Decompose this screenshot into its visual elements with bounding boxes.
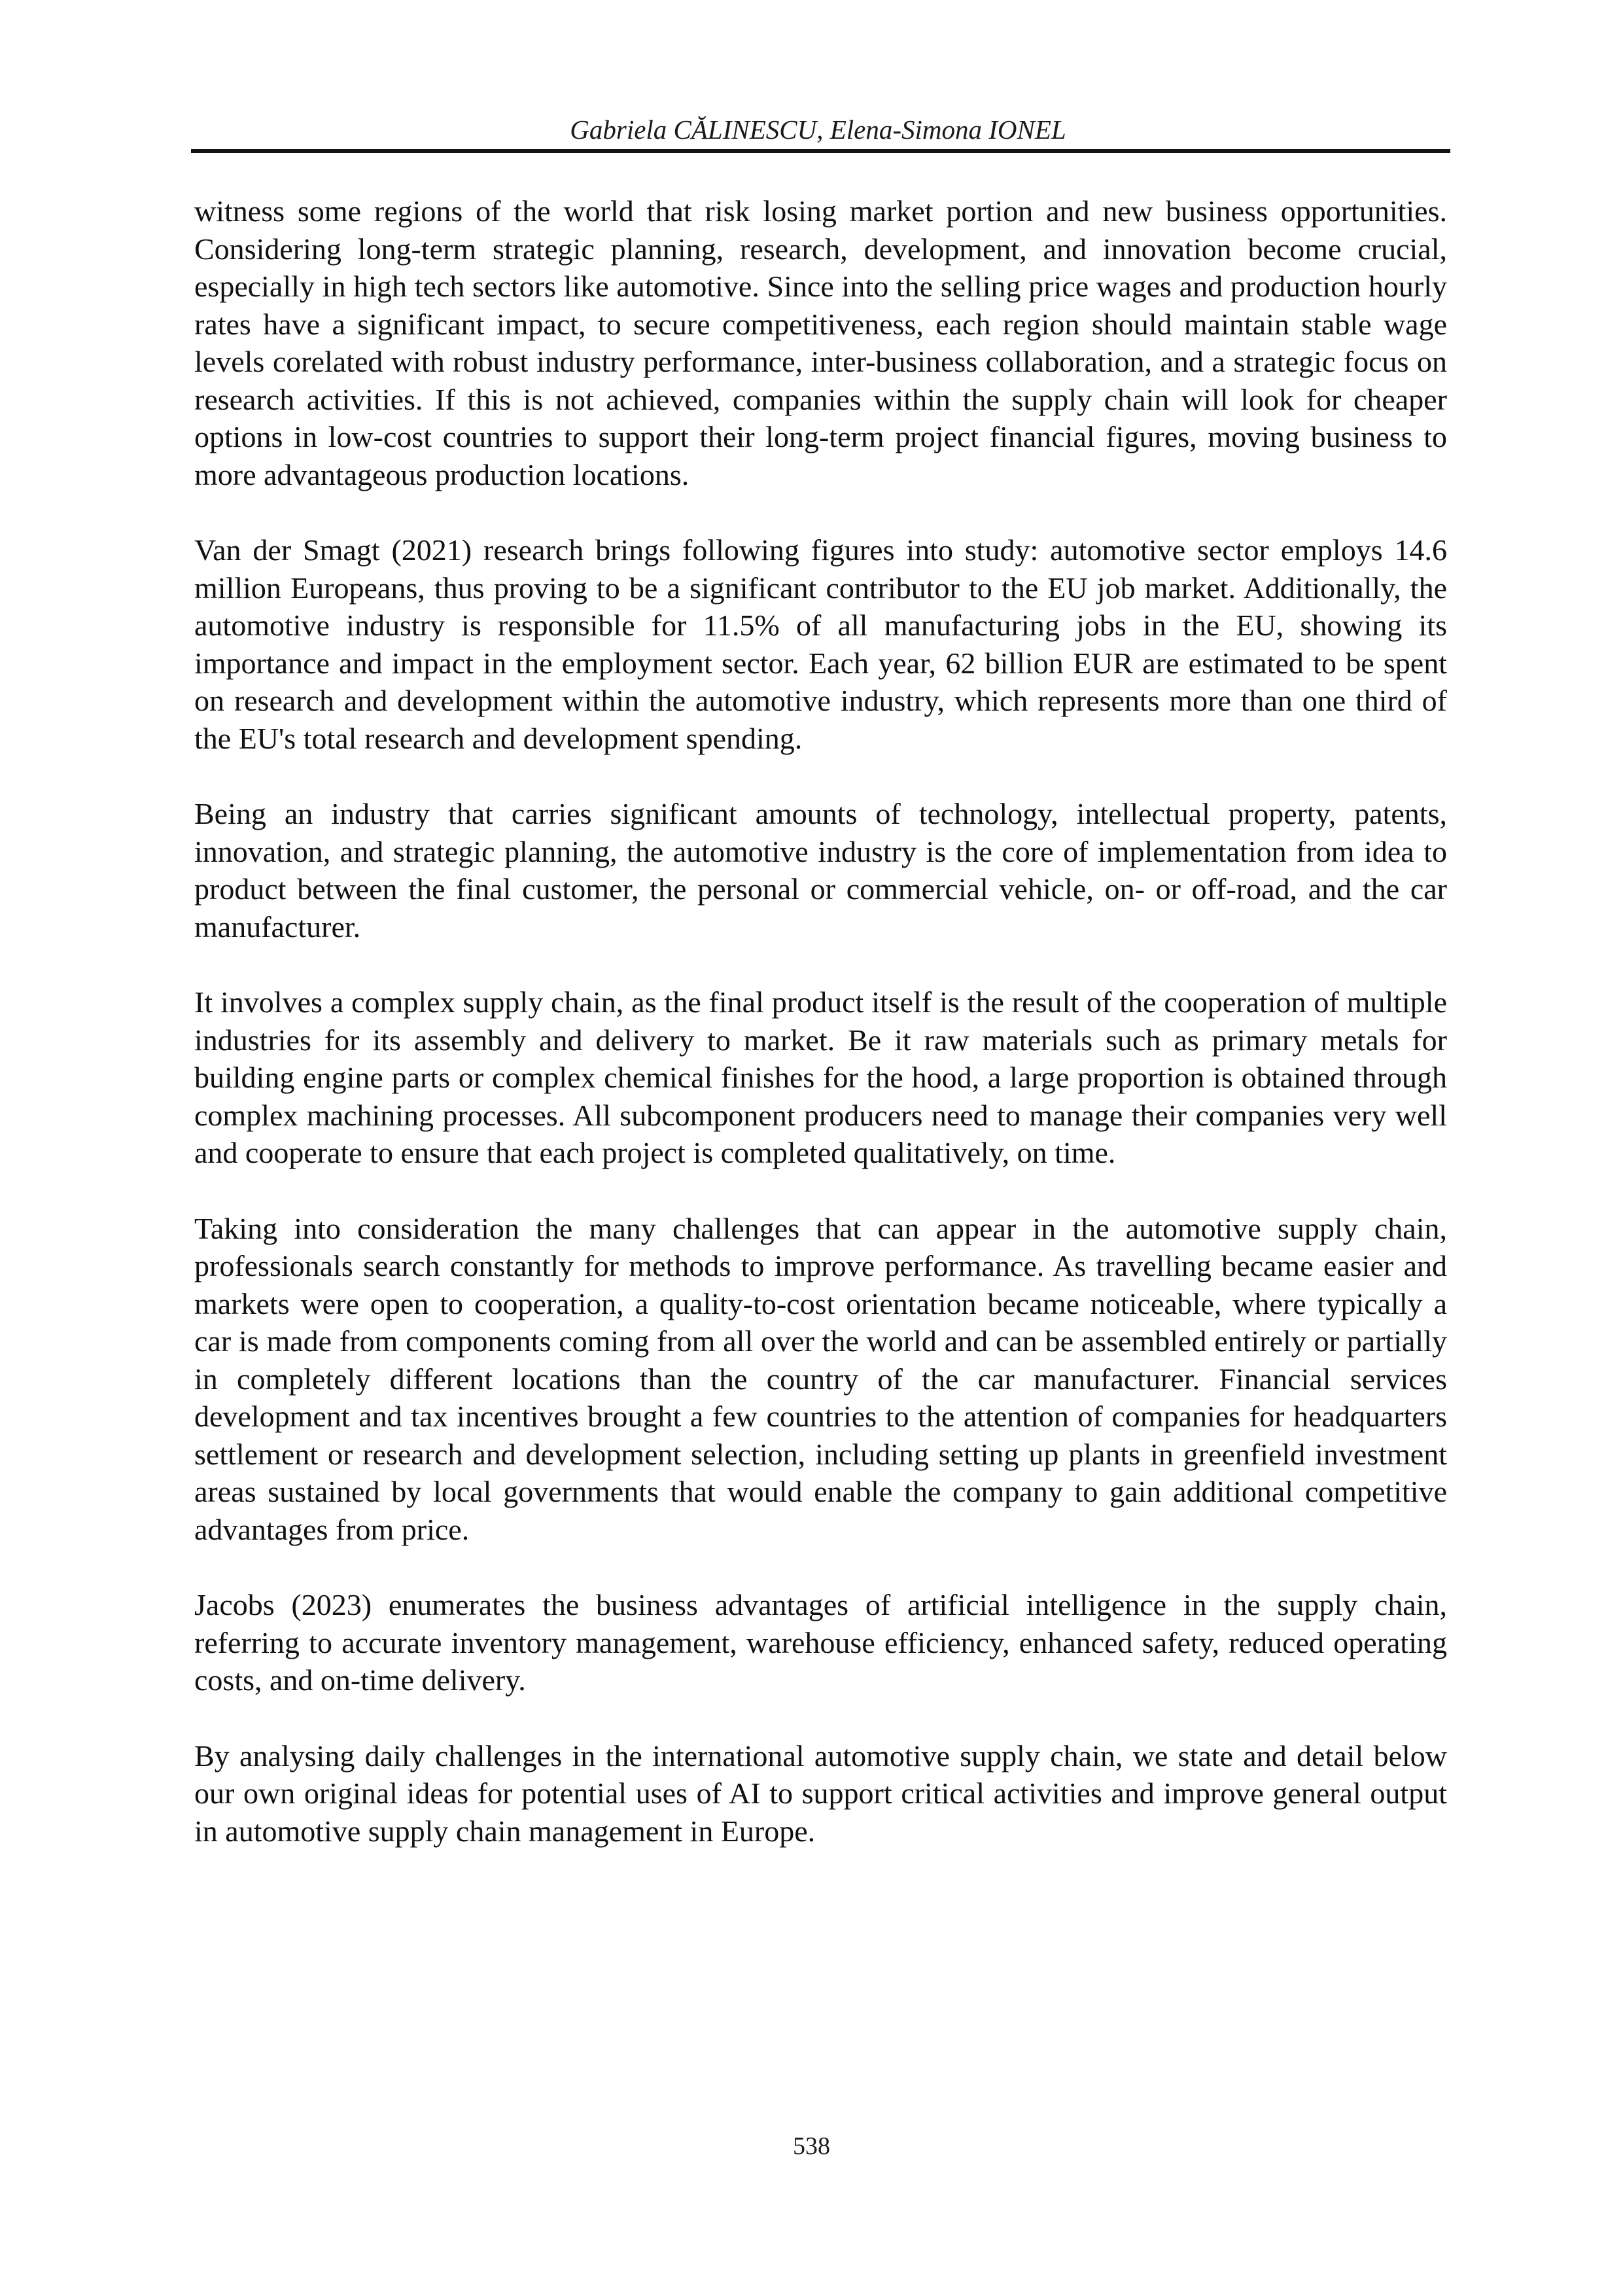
paragraph-1: witness some regions of the world that risk losing market portion and new business opportunities. Considering long-term strategic planning, research, development, and innovation become crucial, especially in high tech sectors like automotive. Since into the selling price wages and production hourly rates have a significant impact, to secure competitiveness, each region should maintain stable wage levels corelated with robust industry performance, inter-business collaboration, and a strategic focus on research activities. If this is not achieved, companies within the supply chain will look for cheaper options in low-cost countries to support their long-term project financial figures, moving business to more advantageous production locations.: [194, 194, 1447, 491]
paragraph-6: Jacobs (2023) enumerates the business advantages of artificial intelligence in the supply chain, referring to accurate inventory management, warehouse efficiency, enhanced safety, reduced operating costs, and on-time delivery.: [194, 1588, 1447, 1697]
paragraph-4: It involves a complex supply chain, as the final product itself is the result of the cooperation of multiple industries for its assembly and delivery to market. Be it raw materials such as primary metals for building engine parts or complex chemical finishes for the hood, a large proportion is obtained through complex machining processes. All subcomponent producers need to manage their companies very well and cooperate to ensure that each project is completed qualitatively, on time.: [194, 985, 1447, 1169]
header-divider: [191, 149, 1450, 153]
paragraph-2: Van der Smagt (2021) research brings following figures into study: automotive sector employs 14.6 million Europeans, thus proving to be a significant contributor to the EU job market. Additionally, the automotive industry is responsible for 11.5% of all manufacturing jobs in the EU, showing its importance and impact in the employment sector. Each year, 62 billion EUR are estimated to be spent on research and development within the automotive industry, which represents more than one third of the EU's total research and development spending.: [194, 533, 1447, 755]
paragraph-5: Taking into consideration the many challenges that can appear in the automotive supply chain, professionals search constantly for methods to improve performance. As travelling became easier and markets were open to cooperation, a quality-to-cost orientation became noticeable, where typically a car is made from components coming from all over the world and can be assembled entirely or partially in completely different locations than the country of the car manufacturer. Financial services development and tax incentives brought a few countries to the attention of companies for headquarters settlement or research and development selection, including setting up plants in greenfield investment areas sustained by local governments that would enable the company to gain additional competitive advantages from price.: [194, 1211, 1447, 1546]
paragraph-3: Being an industry that carries significant amounts of technology, intellectual property, patents, innovation, and strategic planning, the automotive industry is the core of implementation from idea to product between the final customer, the personal or commercial vehicle, on- or off-road, and the car manufacturer.: [194, 797, 1447, 944]
paragraph-7: By analysing daily challenges in the international automotive supply chain, we state and detail below our own original ideas for potential uses of AI to support critical activities and improve general output in automotive supply chain management in Europe.: [194, 1739, 1447, 1848]
running-header-authors: Gabriela CĂLINESCU, Elena-Simona IONEL: [570, 115, 1066, 145]
page-number: 538: [793, 2132, 830, 2160]
body-text: [194, 192, 1447, 1888]
